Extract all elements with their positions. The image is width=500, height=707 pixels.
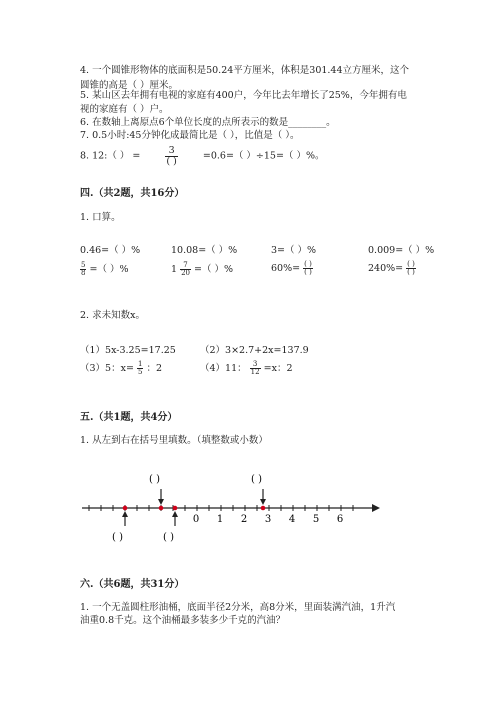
question-8-fraction-numerator: 3 <box>165 146 177 157</box>
marked-point-b <box>159 506 164 511</box>
oral-calc-5-fraction <box>80 262 86 277</box>
up-arrow-c-head <box>172 511 178 517</box>
oral-calc-8-denominator: ( ) <box>407 268 415 276</box>
number-line-arrowhead <box>372 504 380 512</box>
oral-calc-7-prefix: 60%= <box>271 263 301 274</box>
question-6: 6. 在数轴上离原点6个单位长度的点所表示的数是________。 <box>80 117 336 128</box>
oral-calc-6-whole: 1 <box>171 264 178 275</box>
question-8-fraction-denominator: ( ) <box>166 155 177 167</box>
question-8-prefix: 8. 12:（ ） = <box>80 150 141 162</box>
marked-point-d <box>261 506 266 511</box>
oral-calc-8-fraction <box>406 261 416 276</box>
oral-calc-8-numerator: ( ) <box>407 260 415 268</box>
up-arrow-a-head <box>122 511 128 517</box>
tick-label-0: 0 <box>192 514 200 525</box>
question-8-fraction <box>165 146 177 166</box>
tick-label-6: 6 <box>336 514 344 525</box>
section-4-q2-title: 2. 求未知数x。 <box>80 310 145 321</box>
oral-calc-6-suffix: =（ ）% <box>194 264 234 275</box>
oral-calc-6-denominator: 20 <box>181 269 190 277</box>
question-4-line-2: 圆锥的高是（ ）厘米。 <box>80 80 179 91</box>
question-5-line-2: 视的家庭有（ ）户。 <box>80 104 169 115</box>
oral-calc-5-suffix: =（ ）% <box>89 264 129 275</box>
tick-label-1: 1 <box>216 514 224 525</box>
section-5-title: 五.（共1题，共4分） <box>80 412 178 423</box>
oral-calc-7-denominator: ( ) <box>304 268 312 276</box>
question-4-line-1: 4. 一个圆锥形物体的底面积是50.24平方厘米，体积是301.44立方厘米，这个 <box>80 65 410 76</box>
equation-4-denominator: 12 <box>250 368 260 376</box>
oral-calc-2: 10.08=（ ）% <box>171 245 238 256</box>
equation-2: （2）3×2.7+2x=137.9 <box>200 345 309 356</box>
section-6-q1-line-1: 1. 一个无盖圆柱形油桶，底面半径2分米，高8分米，里面装满汽油，1升汽 <box>80 602 396 613</box>
equation-3-numerator: 1 <box>137 360 143 368</box>
equation-3 <box>80 360 162 376</box>
question-8 <box>80 146 324 166</box>
question-7: 7. 0.5小时:45分钟化成最简比是（ ），比值是（ ）。 <box>80 130 300 141</box>
section-6-q1-line-2: 油重0.8千克。这个油桶最多装多少千克的汽油？ <box>80 615 286 626</box>
section-4-q1-title: 1. 口算。 <box>80 212 121 223</box>
oral-calc-7-numerator: ( ) <box>304 260 312 268</box>
oral-calc-7 <box>271 261 313 276</box>
equation-4-fraction <box>250 361 261 376</box>
oral-calc-5 <box>80 261 129 277</box>
section-4-title: 四.（共2题，共16分） <box>80 188 185 199</box>
section-6-title: 六.（共6题，共31分） <box>80 579 185 590</box>
equation-3-suffix: ：2 <box>146 363 162 374</box>
tick-label-5: 5 <box>312 514 320 525</box>
equation-1: （1）5x-3.25=17.25 <box>80 345 176 356</box>
oral-calc-3: 3=（ ）% <box>271 245 317 256</box>
oral-calc-1: 0.46=（ ）% <box>80 245 141 256</box>
marked-point-a <box>123 506 128 511</box>
tick-label-2: 2 <box>240 514 248 525</box>
oral-calc-6 <box>171 261 233 277</box>
equation-4 <box>200 360 293 376</box>
question-5-line-1: 5. 某山区去年拥有电视的家庭有400户，今年比去年增长了25%，今年拥有电 <box>80 90 407 101</box>
tick-label-4: 4 <box>288 514 296 525</box>
oral-calc-6-numerator: 7 <box>180 262 191 270</box>
equation-3-fraction <box>137 361 143 376</box>
oral-calc-6-fraction <box>180 262 191 277</box>
tick-label-3: 3 <box>264 514 272 525</box>
equation-4-prefix: （4）11： <box>200 363 247 374</box>
oral-calc-5-numerator: 5 <box>81 261 86 269</box>
down-arrow-b-head <box>158 499 164 505</box>
oral-calc-7-fraction <box>303 261 313 276</box>
blank-below-a: ( ) <box>112 532 123 543</box>
down-arrow-d-head <box>260 499 266 505</box>
oral-calc-8-prefix: 240%= <box>368 263 404 274</box>
equation-4-suffix: =x：2 <box>263 363 293 374</box>
blank-above-b: ( ) <box>149 474 160 485</box>
oral-calc-5-denominator: 8 <box>81 269 86 277</box>
blank-above-d: ( ) <box>251 474 262 485</box>
section-5-q1-text: 1. 从左到右在括号里填数。（填整数或小数） <box>80 435 268 446</box>
oral-calc-8 <box>368 261 416 276</box>
blank-below-c: ( ) <box>163 532 174 543</box>
equation-4-numerator: 3 <box>250 361 261 369</box>
question-8-suffix: =0.6=（ ）÷15=（ ）%。 <box>202 150 325 162</box>
equation-3-denominator: 5 <box>137 368 143 376</box>
oral-calc-4: 0.009=（ ）% <box>368 245 435 256</box>
number-line-figure <box>76 468 386 548</box>
equation-3-prefix: （3）5：x= <box>80 363 134 374</box>
marked-point-c <box>173 506 178 511</box>
